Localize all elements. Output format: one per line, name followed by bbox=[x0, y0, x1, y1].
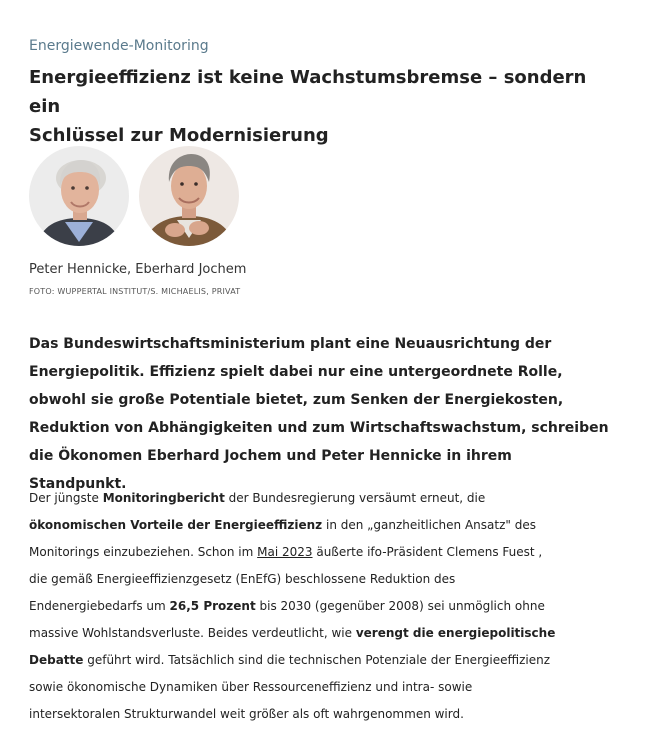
author-portraits bbox=[29, 146, 249, 246]
body-text: sowie ökonomische Dynamiken über Ressourceneffizienz und intra- sowie bbox=[29, 680, 473, 694]
body-text: bis 2030 (gegenüber 2008) sei unmöglich ohne bbox=[255, 599, 545, 613]
lead-line: obwohl sie große Potentiale bietet, zum Senken der Energiekosten, bbox=[29, 392, 564, 408]
article-body bbox=[29, 485, 619, 728]
body-text: intersektoralen Strukturwandel weit größer als oft wahrgenommen wird. bbox=[29, 707, 464, 721]
body-emphasis: ökonomischen Vorteile der Energieeffizienz bbox=[29, 518, 323, 532]
lead-line: die Ökonomen Eberhard Jochem und Peter Hennicke in ihrem Standpunkt. bbox=[29, 448, 512, 492]
body-text: Monitorings einzubeziehen. Schon im bbox=[29, 545, 258, 559]
article-kicker: Energiewende-Monitoring bbox=[29, 38, 209, 54]
headline-line-1: Energieeffizienz ist keine Wachstumsbremse – sondern ein bbox=[29, 67, 587, 117]
lead-line: Energiepolitik. Effizienz spielt dabei nur eine untergeordnete Rolle, bbox=[29, 364, 563, 380]
article-headline bbox=[29, 63, 619, 150]
article-lead bbox=[29, 330, 609, 498]
headline-line-2: Schlüssel zur Modernisierung bbox=[29, 125, 329, 146]
lead-line: Das Bundeswirtschaftsministerium plant eine Neuausrichtung der bbox=[29, 336, 552, 352]
portrait-peter-hennicke bbox=[29, 146, 129, 246]
body-text: die gemäß Energieeffizienzgesetz (EnEfG) beschlossene Reduktion des bbox=[29, 572, 456, 586]
body-text: geführt wird. Tatsächlich sind die technischen Potenziale der Energieeffizienz bbox=[83, 653, 551, 667]
lead-line: Reduktion von Abhängigkeiten und zum Wirtschaftswachstum, schreiben bbox=[29, 420, 609, 436]
body-emphasis: Debatte bbox=[29, 653, 84, 667]
portrait-photo-2 bbox=[139, 146, 239, 246]
body-emphasis: 26,5 Prozent bbox=[169, 599, 256, 613]
link-mai-2023[interactable]: Mai 2023 bbox=[257, 545, 313, 559]
photo-credit: FOTO: WUPPERTAL INSTITUT/S. MICHAELIS, PRIVAT bbox=[29, 287, 241, 296]
body-text: Der jüngste bbox=[29, 491, 103, 505]
portrait-photo-1 bbox=[29, 146, 129, 246]
body-text: massive Wohlstandsverluste. Beides verdeutlicht, wie bbox=[29, 626, 356, 640]
body-text: äußerte ifo-Präsident Clemens Fuest , bbox=[312, 545, 543, 559]
body-emphasis: verengt die energiepolitische bbox=[355, 626, 556, 640]
portrait-eberhard-jochem bbox=[139, 146, 239, 246]
body-emphasis: Monitoringbericht bbox=[102, 491, 225, 505]
body-text: in den „ganzheitlichen Ansatz" des bbox=[322, 518, 536, 532]
body-text: der Bundesregierung versäumt erneut, die bbox=[224, 491, 486, 505]
body-text: Endenergiebedarfs um bbox=[29, 599, 170, 613]
photo-caption: Peter Hennicke, Eberhard Jochem bbox=[29, 262, 247, 277]
